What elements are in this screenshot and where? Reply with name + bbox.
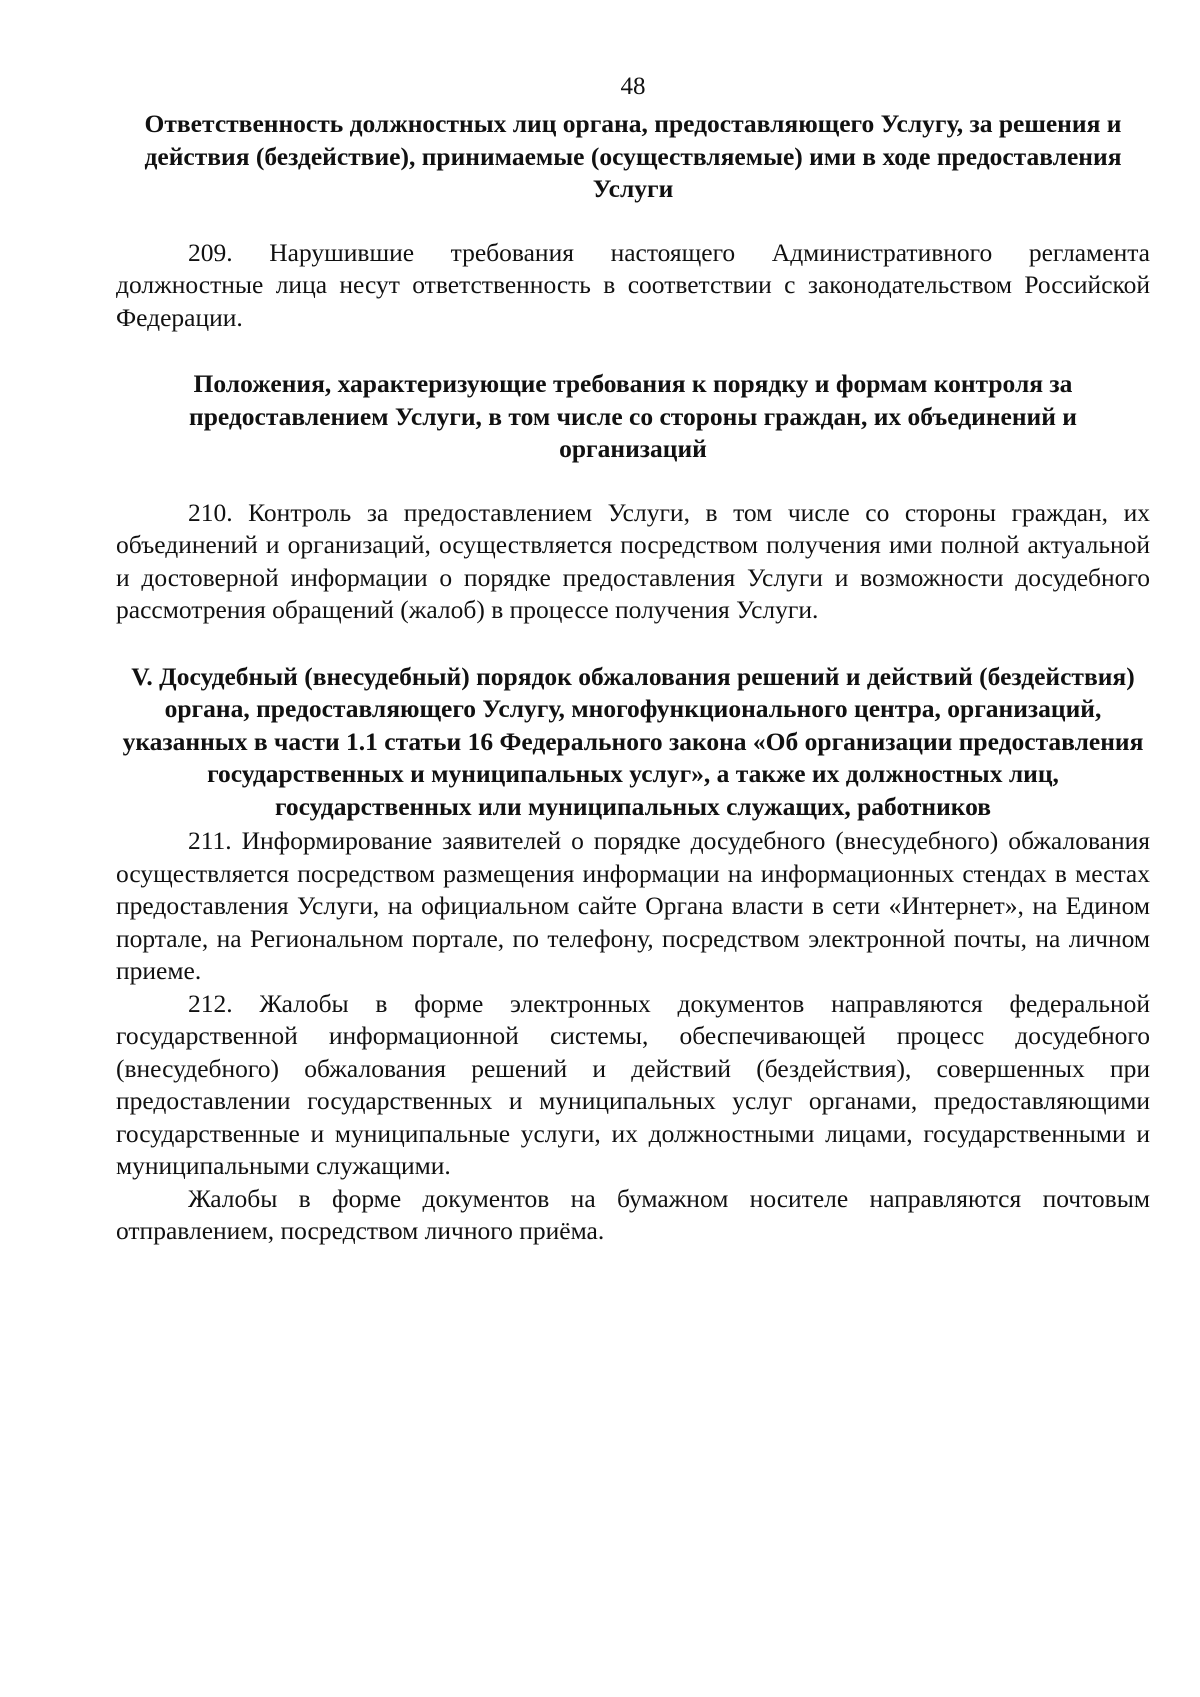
paragraph-210: 210. Контроль за предоставлением Услуги, в том числе со стороны граждан, их объединений и организаций, осуществляется посредством получения ими полной актуальной и достоверной информации о порядке предоставления Услуги и возможности досудебного рассмотрения обращений (жалоб) в процессе получения Услуги. <box>116 497 1150 624</box>
paragraph-paper-complaints: Жалобы в форме документов на бумажном носителе направляются почтовым отправлением, посредством личного приёма. <box>116 1183 1150 1245</box>
section-heading-appeal: V. Досудебный (внесудебный) порядок обжалования решений и действий (бездействия) органа, предоставляющего Услугу, многофункционального центра, организаций, указанных в части 1.1 статьи 16 Федерального закона «Об организации предоставления государственных и муниципальных услуг», а также их должностных лиц, государственных или муниципальных служащих, работников <box>122 661 1144 821</box>
page-number: 48 <box>620 73 646 100</box>
paragraph-209: 209. Нарушившие требования настоящего Административного регламента должностные лица несут ответственность в соответствии с законодательством Российской Федерации. <box>116 237 1150 332</box>
paragraph-212: 212. Жалобы в форме электронных документов направляются федеральной государственной информационной системы, обеспечивающей процесс досудебного (внесудебного) обжалования решений и действий (бездействия), совершенных при предоставлении государственных и муниципальных услуг органами, предоставляющими государственные и муниципальные услуги, их должностными лицами, государственными и муниципальными служащими. <box>116 988 1150 1180</box>
document-page <box>116 70 1150 1248</box>
section-heading-responsibility: Ответственность должностных лиц органа, предоставляющего Услугу, за решения и действия (бездействие), принимаемые (осуществляемые) ими в ходе предоставления Услуги <box>144 109 1122 203</box>
paragraph-211: 211. Информирование заявителей о порядке досудебного (внесудебного) обжалования осуществляется посредством размещения информации на информационных стендах в местах предоставления Услуги, на официальном сайте Органа власти в сети «Интернет», на Едином портале, на Региональном портале, по телефону, посредством электронной почты, на личном приеме. <box>116 826 1150 985</box>
section-heading-control: Положения, характеризующие требования к порядку и формам контроля за предоставлением Услуги, в том числе со стороны граждан, их объединений и организаций <box>189 369 1077 463</box>
